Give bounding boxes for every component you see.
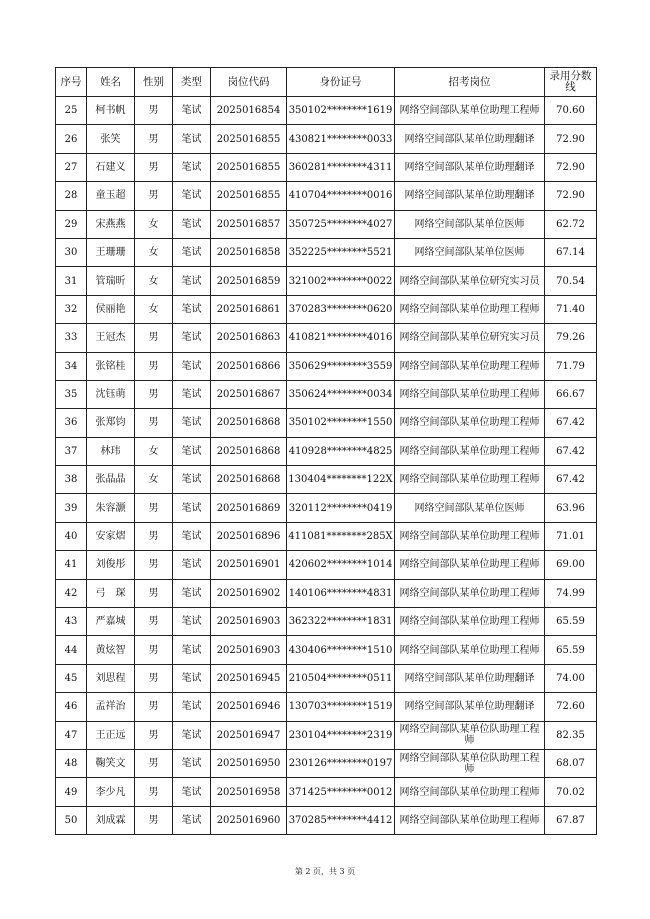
table-row [56, 380, 597, 408]
gender-cell: 女 [135, 295, 173, 323]
gender-cell: 女 [135, 466, 173, 494]
post-cell: 网络空间部队某单位助理翻译 [395, 182, 545, 210]
score-cell: 66.67 [545, 380, 597, 408]
type-cell: 笔试 [173, 437, 211, 465]
name-cell: 张晶晶 [87, 466, 135, 494]
score-cell: 74.00 [545, 664, 597, 692]
post-cell: 网络空间部队某单位助理工程师 [395, 466, 545, 494]
type-cell: 笔试 [173, 494, 211, 522]
name-cell: 严嘉城 [87, 608, 135, 636]
table-row [56, 806, 597, 834]
id-number-cell: 420602********1014 [287, 551, 395, 579]
post-code-cell: 2025016903 [211, 636, 287, 664]
header-cell: 招考岗位 [395, 68, 545, 97]
name-cell: 宋燕燕 [87, 210, 135, 238]
gender-cell: 男 [135, 778, 173, 806]
post-code-cell: 2025016896 [211, 522, 287, 550]
type-cell: 笔试 [173, 806, 211, 834]
post-cell: 网络空间部队某单位助理工程师 [395, 97, 545, 125]
post-cell: 网络空间部队某单位助理工程师 [395, 409, 545, 437]
score-cell: 70.02 [545, 778, 597, 806]
table-row [56, 97, 597, 125]
post-cell: 网络空间部队某单位助理工程师 [395, 778, 545, 806]
post-code-cell: 2025016867 [211, 380, 287, 408]
post-code-cell: 2025016869 [211, 494, 287, 522]
row-number-cell: 40 [56, 522, 87, 550]
score-cell: 70.60 [545, 97, 597, 125]
post-cell: 网络空间部队某单位助理工程师 [395, 806, 545, 834]
header-cell: 录用分数线 [545, 68, 597, 97]
post-code-cell: 2025016945 [211, 664, 287, 692]
type-cell: 笔试 [173, 324, 211, 352]
score-cell: 67.42 [545, 466, 597, 494]
name-cell: 刘思程 [87, 664, 135, 692]
post-code-cell: 2025016859 [211, 267, 287, 295]
name-cell: 王冠杰 [87, 324, 135, 352]
table-row [56, 295, 597, 323]
table-row [56, 494, 597, 522]
gender-cell: 男 [135, 352, 173, 380]
id-number-cell: 230104********2319 [287, 721, 395, 749]
type-cell: 笔试 [173, 125, 211, 153]
header-cell: 性别 [135, 68, 173, 97]
score-cell: 69.00 [545, 551, 597, 579]
type-cell: 笔试 [173, 153, 211, 181]
post-code-cell: 2025016901 [211, 551, 287, 579]
gender-cell: 男 [135, 693, 173, 721]
post-cell: 网络空间部队某单位医师 [395, 210, 545, 238]
post-code-cell: 2025016946 [211, 693, 287, 721]
name-cell: 王珊珊 [87, 238, 135, 266]
name-cell: 刘成霖 [87, 806, 135, 834]
post-code-cell: 2025016863 [211, 324, 287, 352]
table-row [56, 352, 597, 380]
post-code-cell: 2025016854 [211, 97, 287, 125]
row-number-cell: 25 [56, 97, 87, 125]
type-cell: 笔试 [173, 352, 211, 380]
post-cell: 网络空间部队某单位助理工程师 [395, 608, 545, 636]
id-number-cell: 410821********4016 [287, 324, 395, 352]
gender-cell: 男 [135, 153, 173, 181]
gender-cell: 男 [135, 409, 173, 437]
name-cell: 沈钰萌 [87, 380, 135, 408]
table-row [56, 749, 597, 777]
table-row [56, 466, 597, 494]
id-number-cell: 410928********4825 [287, 437, 395, 465]
id-number-cell: 350725********4027 [287, 210, 395, 238]
score-cell: 68.07 [545, 749, 597, 777]
score-cell: 67.42 [545, 437, 597, 465]
row-number-cell: 46 [56, 693, 87, 721]
table-row [56, 664, 597, 692]
row-number-cell: 33 [56, 324, 87, 352]
type-cell: 笔试 [173, 749, 211, 777]
gender-cell: 男 [135, 806, 173, 834]
score-cell: 71.01 [545, 522, 597, 550]
score-cell: 71.79 [545, 352, 597, 380]
type-cell: 笔试 [173, 238, 211, 266]
score-cell: 74.99 [545, 579, 597, 607]
score-cell: 65.59 [545, 608, 597, 636]
id-number-cell: 321002********0022 [287, 267, 395, 295]
score-cell: 62.72 [545, 210, 597, 238]
score-cell: 82.35 [545, 721, 597, 749]
row-number-cell: 36 [56, 409, 87, 437]
gender-cell: 男 [135, 551, 173, 579]
type-cell: 笔试 [173, 97, 211, 125]
row-number-cell: 32 [56, 295, 87, 323]
score-cell: 79.26 [545, 324, 597, 352]
post-cell: 网络空间部队某单位助理工程师 [395, 295, 545, 323]
post-code-cell: 2025016858 [211, 238, 287, 266]
type-cell: 笔试 [173, 664, 211, 692]
row-number-cell: 39 [56, 494, 87, 522]
row-number-cell: 28 [56, 182, 87, 210]
admission-table [55, 67, 597, 835]
table-row [56, 153, 597, 181]
post-cell: 网络空间部队某单位队助理工程师 [395, 721, 545, 749]
id-number-cell: 210504********0511 [287, 664, 395, 692]
name-cell: 朱容灏 [87, 494, 135, 522]
post-code-cell: 2025016861 [211, 295, 287, 323]
name-cell: 黄炫智 [87, 636, 135, 664]
post-cell: 网络空间部队某单位助理工程师 [395, 380, 545, 408]
type-cell: 笔试 [173, 210, 211, 238]
post-code-cell: 2025016866 [211, 352, 287, 380]
id-number-cell: 320112********0419 [287, 494, 395, 522]
table-row [56, 182, 597, 210]
post-code-cell: 2025016903 [211, 608, 287, 636]
row-number-cell: 50 [56, 806, 87, 834]
table-row [56, 267, 597, 295]
post-code-cell: 2025016960 [211, 806, 287, 834]
header-cell: 身份证号 [287, 68, 395, 97]
type-cell: 笔试 [173, 636, 211, 664]
table-header-row [56, 68, 597, 97]
row-number-cell: 35 [56, 380, 87, 408]
type-cell: 笔试 [173, 267, 211, 295]
row-number-cell: 31 [56, 267, 87, 295]
row-number-cell: 34 [56, 352, 87, 380]
row-number-cell: 43 [56, 608, 87, 636]
post-code-cell: 2025016855 [211, 182, 287, 210]
type-cell: 笔试 [173, 466, 211, 494]
score-cell: 65.59 [545, 636, 597, 664]
table-row [56, 551, 597, 579]
row-number-cell: 30 [56, 238, 87, 266]
table-row [56, 437, 597, 465]
post-code-cell: 2025016958 [211, 778, 287, 806]
post-code-cell: 2025016855 [211, 153, 287, 181]
post-code-cell: 2025016855 [211, 125, 287, 153]
post-code-cell: 2025016950 [211, 749, 287, 777]
post-cell: 网络空间部队某单位研究实习员 [395, 324, 545, 352]
name-cell: 林玮 [87, 437, 135, 465]
type-cell: 笔试 [173, 778, 211, 806]
name-cell: 李少凡 [87, 778, 135, 806]
score-cell: 72.90 [545, 182, 597, 210]
post-cell: 网络空间部队某单位研究实习员 [395, 267, 545, 295]
row-number-cell: 41 [56, 551, 87, 579]
row-number-cell: 44 [56, 636, 87, 664]
row-number-cell: 45 [56, 664, 87, 692]
post-cell: 网络空间部队某单位助理工程师 [395, 579, 545, 607]
id-number-cell: 350629********3559 [287, 352, 395, 380]
row-number-cell: 29 [56, 210, 87, 238]
id-number-cell: 350102********1550 [287, 409, 395, 437]
post-cell: 网络空间部队某单位助理翻译 [395, 125, 545, 153]
id-number-cell: 410704********0016 [287, 182, 395, 210]
table-row [56, 636, 597, 664]
table-body [56, 97, 597, 835]
post-cell: 网络空间部队某单位助理翻译 [395, 153, 545, 181]
type-cell: 笔试 [173, 409, 211, 437]
row-number-cell: 47 [56, 721, 87, 749]
gender-cell: 男 [135, 324, 173, 352]
gender-cell: 男 [135, 125, 173, 153]
post-cell: 网络空间部队某单位助理工程师 [395, 437, 545, 465]
name-cell: 鞠笑文 [87, 749, 135, 777]
post-cell: 网络空间部队某单位医师 [395, 238, 545, 266]
name-cell: 王正远 [87, 721, 135, 749]
gender-cell: 男 [135, 664, 173, 692]
name-cell: 童玉超 [87, 182, 135, 210]
name-cell: 侯丽艳 [87, 295, 135, 323]
name-cell: 张铭桂 [87, 352, 135, 380]
score-cell: 67.42 [545, 409, 597, 437]
post-cell: 网络空间部队某单位助理翻译 [395, 693, 545, 721]
gender-cell: 男 [135, 721, 173, 749]
score-cell: 71.40 [545, 295, 597, 323]
post-cell: 网络空间部队某单位医师 [395, 494, 545, 522]
page-number-footer: 第 2 页，共 3 页 [294, 867, 356, 876]
id-number-cell: 130404********122X [287, 466, 395, 494]
gender-cell: 男 [135, 182, 173, 210]
gender-cell: 男 [135, 380, 173, 408]
id-number-cell: 350624********0034 [287, 380, 395, 408]
gender-cell: 女 [135, 437, 173, 465]
post-cell: 网络空间部队某单位助理翻译 [395, 664, 545, 692]
table-row [56, 579, 597, 607]
post-code-cell: 2025016902 [211, 579, 287, 607]
table-row [56, 324, 597, 352]
gender-cell: 女 [135, 267, 173, 295]
id-number-cell: 362322********1831 [287, 608, 395, 636]
table-row [56, 125, 597, 153]
row-number-cell: 37 [56, 437, 87, 465]
id-number-cell: 230126********0197 [287, 749, 395, 777]
score-cell: 67.14 [545, 238, 597, 266]
type-cell: 笔试 [173, 295, 211, 323]
gender-cell: 女 [135, 238, 173, 266]
type-cell: 笔试 [173, 551, 211, 579]
row-number-cell: 26 [56, 125, 87, 153]
post-cell: 网络空间部队某单位助理工程师 [395, 636, 545, 664]
row-number-cell: 27 [56, 153, 87, 181]
table-row [56, 238, 597, 266]
row-number-cell: 49 [56, 778, 87, 806]
table-row [56, 522, 597, 550]
id-number-cell: 370285********4412 [287, 806, 395, 834]
name-cell: 孟祥治 [87, 693, 135, 721]
type-cell: 笔试 [173, 608, 211, 636]
gender-cell: 男 [135, 608, 173, 636]
table-row [56, 721, 597, 749]
table-row [56, 693, 597, 721]
header-cell: 岗位代码 [211, 68, 287, 97]
post-code-cell: 2025016868 [211, 437, 287, 465]
table-row [56, 409, 597, 437]
id-number-cell: 430821********0033 [287, 125, 395, 153]
gender-cell: 男 [135, 494, 173, 522]
score-cell: 72.90 [545, 125, 597, 153]
type-cell: 笔试 [173, 721, 211, 749]
gender-cell: 男 [135, 522, 173, 550]
post-cell: 网络空间部队某单位助理工程师 [395, 352, 545, 380]
gender-cell: 女 [135, 210, 173, 238]
header-cell: 姓名 [87, 68, 135, 97]
post-cell: 网络空间部队某单位队助理工程师 [395, 749, 545, 777]
score-cell: 72.60 [545, 693, 597, 721]
name-cell: 管瑞昕 [87, 267, 135, 295]
type-cell: 笔试 [173, 380, 211, 408]
score-cell: 70.54 [545, 267, 597, 295]
id-number-cell: 352225********5521 [287, 238, 395, 266]
table-row [56, 778, 597, 806]
row-number-cell: 38 [56, 466, 87, 494]
post-cell: 网络空间部队某单位助理工程师 [395, 551, 545, 579]
post-code-cell: 2025016857 [211, 210, 287, 238]
table-row [56, 608, 597, 636]
gender-cell: 男 [135, 579, 173, 607]
row-number-cell: 42 [56, 579, 87, 607]
name-cell: 石建义 [87, 153, 135, 181]
score-cell: 72.90 [545, 153, 597, 181]
name-cell: 弓 琛 [87, 579, 135, 607]
post-cell: 网络空间部队某单位助理工程师 [395, 522, 545, 550]
type-cell: 笔试 [173, 182, 211, 210]
id-number-cell: 140106********4831 [287, 579, 395, 607]
type-cell: 笔试 [173, 693, 211, 721]
name-cell: 刘俊彤 [87, 551, 135, 579]
id-number-cell: 411081********285X [287, 522, 395, 550]
id-number-cell: 371425********0012 [287, 778, 395, 806]
id-number-cell: 350102********1619 [287, 97, 395, 125]
type-cell: 笔试 [173, 522, 211, 550]
post-code-cell: 2025016947 [211, 721, 287, 749]
id-number-cell: 430406********1510 [287, 636, 395, 664]
name-cell: 张郑钧 [87, 409, 135, 437]
header-cell: 序号 [56, 68, 87, 97]
post-code-cell: 2025016868 [211, 409, 287, 437]
score-cell: 67.87 [545, 806, 597, 834]
gender-cell: 男 [135, 636, 173, 664]
id-number-cell: 370283********0620 [287, 295, 395, 323]
name-cell: 柯书帆 [87, 97, 135, 125]
id-number-cell: 130703********1519 [287, 693, 395, 721]
table-row [56, 210, 597, 238]
post-code-cell: 2025016868 [211, 466, 287, 494]
score-cell: 63.96 [545, 494, 597, 522]
id-number-cell: 360281********4311 [287, 153, 395, 181]
name-cell: 张笑 [87, 125, 135, 153]
name-cell: 安家熠 [87, 522, 135, 550]
gender-cell: 男 [135, 97, 173, 125]
row-number-cell: 48 [56, 749, 87, 777]
gender-cell: 男 [135, 749, 173, 777]
header-cell: 类型 [173, 68, 211, 97]
type-cell: 笔试 [173, 579, 211, 607]
